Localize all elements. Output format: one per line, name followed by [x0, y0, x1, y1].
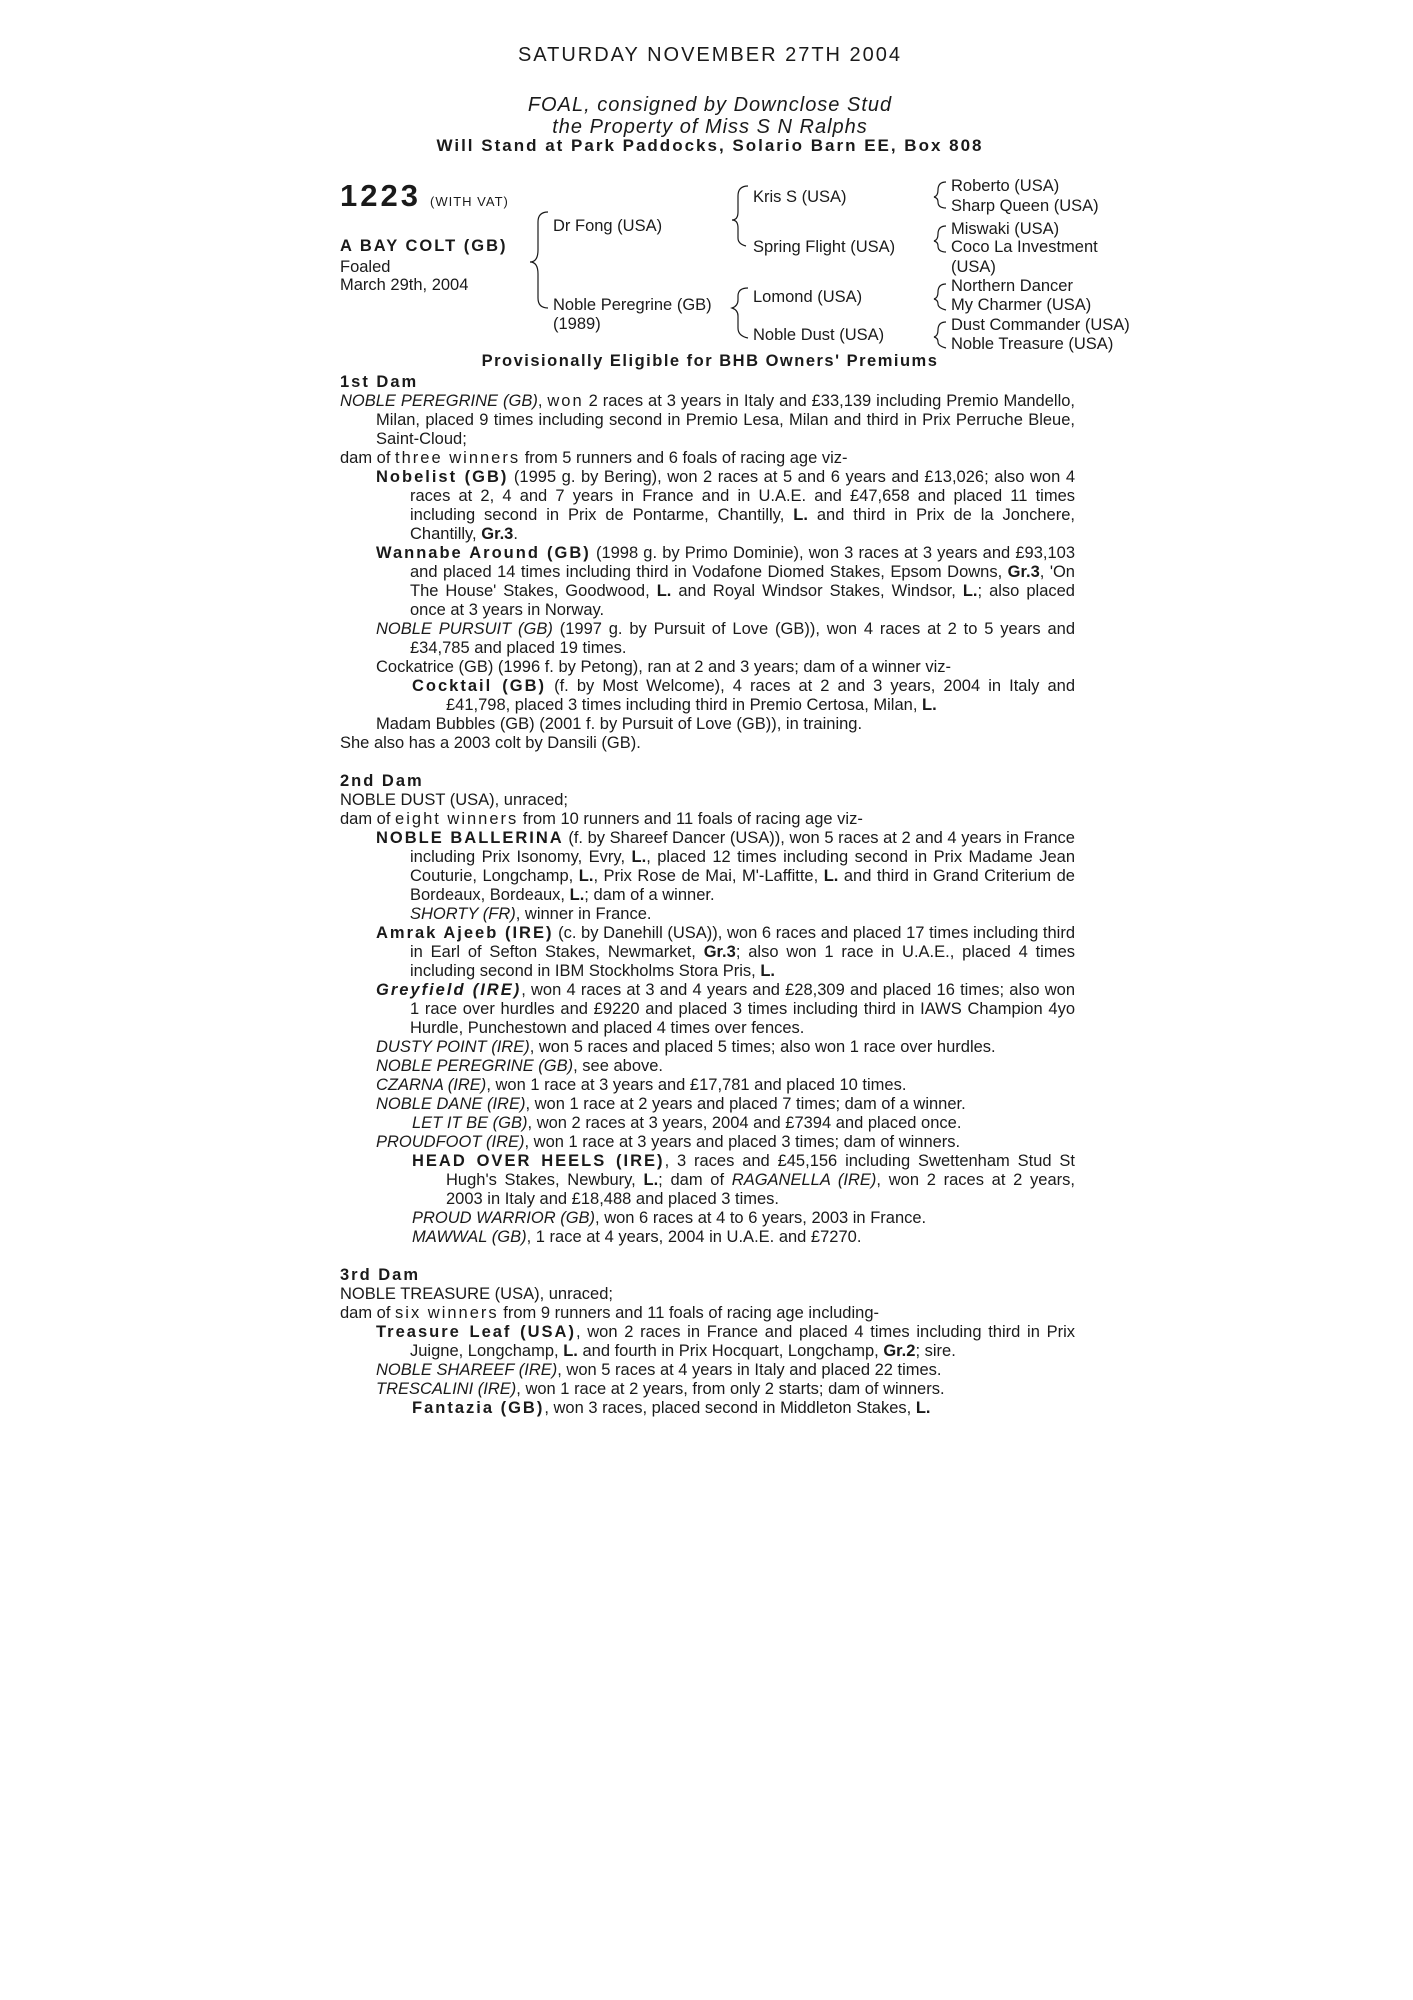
sire-dam-sire: Miswaki (USA): [951, 220, 1060, 238]
property-line: the Property of Miss S N Ralphs: [552, 116, 868, 138]
first-dam-produce-summary: dam of three winners from 5 runners and 6 foals of racing age viz-: [340, 449, 848, 467]
sire-sire-sire: Roberto (USA): [951, 177, 1060, 195]
produce-shorty: SHORTY (FR), winner in France.: [410, 905, 652, 923]
produce-head-over-heels: HEAD OVER HEELS (IRE), 3 races and £45,156 including Swettenham Stud St Hugh's Stakes, Newbury, L.; dam of RAGANELLA (IRE), won 2 races at 2 years, 2003 in Italy and £18,488 and placed 3 times.: [412, 1152, 1075, 1208]
produce-dusty-point: DUSTY POINT (IRE), won 5 races and placed 5 times; also won 1 race over hurdles.: [376, 1038, 996, 1056]
sire-sire: Kris S (USA): [753, 188, 847, 206]
dam-dam-sire: Dust Commander (USA): [951, 316, 1130, 334]
produce-cockatrice: Cockatrice (GB) (1996 f. by Petong), ran at 2 and 3 years; dam of a winner viz-: [376, 658, 952, 676]
pedigree-braces: [0, 0, 1413, 400]
sire-dam: Spring Flight (USA): [753, 238, 896, 256]
sire-dam-dam: Coco La Investment: [951, 238, 1098, 256]
produce-noble-dane: NOBLE DANE (IRE), won 1 race at 2 years and placed 7 times; dam of a winner.: [376, 1095, 966, 1113]
second-dam-produce-summary: dam of eight winners from 10 runners and 11 foals of racing age viz-: [340, 810, 863, 828]
produce-wannabe-around: Wannabe Around (GB) (1998 g. by Primo Dominie), won 3 races at 3 years and £93,103 and placed 14 times including third in Vodafone Diomed Stakes, Epsom Downs, Gr.3, 'On The House' Stakes, Goodwood, L. and Royal Windsor Stakes, Windsor, L.; also placed once at 3 years in Norway.: [376, 544, 1075, 619]
dam-sire-sire: Northern Dancer: [951, 277, 1073, 295]
produce-noble-ballerina: NOBLE BALLERINA (f. by Shareef Dancer (USA)), won 5 races at 2 and 4 years in France including Prix Isonomy, Evry, L., placed 12 times including second in Prix Madame Jean Couturie, Longchamp, L., Prix Rose de Mai, M'-Laffitte, L. and third in Grand Criterium de Bordeaux, Bordeaux, L.; dam of a winner.: [376, 829, 1075, 904]
lot-vat: (WITH VAT): [430, 194, 509, 209]
produce-fantazia: Fantazia (GB), won 3 races, placed second in Middleton Stakes, L.: [412, 1399, 931, 1417]
first-dam-heading: 1st Dam: [340, 373, 419, 391]
dam-sire-dam: My Charmer (USA): [951, 296, 1092, 314]
produce-noble-pursuit: NOBLE PURSUIT (GB) (1997 g. by Pursuit of Love (GB)), won 4 races at 2 to 5 years and £34,785 and placed 19 times.: [376, 620, 1076, 657]
produce-amrak-ajeeb: Amrak Ajeeb (IRE) (c. by Danehill (USA)), won 6 races and placed 17 times including third in Earl of Sefton Stakes, Newmarket, Gr.3; also won 1 race in U.A.E., placed 4 times including second in IBM Stockholms Stora Pris, L.: [376, 924, 1076, 980]
produce-madam-bubbles: Madam Bubbles (GB) (2001 f. by Pursuit of Love (GB)), in training.: [376, 715, 863, 733]
produce-nobelist: Nobelist (GB) (1995 g. by Bering), won 2 races at 5 and 6 years and £13,026; also won 4 races at 2, 4 and 7 years in France and in U.A.E. and £47,658 and placed 11 times including second in Prix de Pontarme, Chantilly, L. and third in Prix de la Jonchere, Chantilly, Gr.3.: [376, 468, 1075, 543]
sire-sire-dam: Sharp Queen (USA): [951, 197, 1099, 215]
produce-let-it-be: LET IT BE (GB), won 2 races at 3 years, 2004 and £7394 and placed once.: [412, 1114, 962, 1132]
second-dam-heading: 2nd Dam: [340, 772, 424, 790]
consignor-line: FOAL, consigned by Downclose Stud: [527, 94, 893, 116]
stand-location: Will Stand at Park Paddocks, Solario Barn EE, Box 808: [436, 136, 984, 155]
dam-dam: Noble Dust (USA): [753, 326, 885, 344]
dam-year: (1989): [553, 315, 601, 333]
dam: Noble Peregrine (GB): [553, 296, 712, 314]
produce-trescalini: TRESCALINI (IRE), won 1 race at 2 years, from only 2 starts; dam of winners.: [376, 1380, 945, 1398]
lot-description: A BAY COLT (GB): [340, 237, 508, 255]
produce-czarna: CZARNA (IRE), won 1 race at 3 years and £17,781 and placed 10 times.: [376, 1076, 907, 1094]
sire: Dr Fong (USA): [553, 217, 663, 235]
eligibility-note: Provisionally Eligible for BHB Owners' Premiums: [481, 352, 939, 370]
foaled-date: March 29th, 2004: [340, 276, 469, 294]
second-dam-name: NOBLE DUST (USA), unraced;: [340, 791, 569, 809]
produce-mawwal: MAWWAL (GB), 1 race at 4 years, 2004 in U.A.E. and £7270.: [412, 1228, 862, 1246]
produce-proud-warrior: PROUD WARRIOR (GB), won 6 races at 4 to 6 years, 2003 in France.: [412, 1209, 927, 1227]
sale-date: SATURDAY NOVEMBER 27TH 2004: [517, 44, 903, 66]
dam-dam-dam: Noble Treasure (USA): [951, 335, 1114, 353]
produce-noble-peregrine: NOBLE PEREGRINE (GB), see above.: [376, 1057, 664, 1075]
foaled-label: Foaled: [340, 258, 391, 276]
first-dam-intro: NOBLE PEREGRINE (GB), won 2 races at 3 years in Italy and £33,139 including Premio Mandello, Milan, placed 9 times including second in Premio Lesa, Milan and third in Prix Perruche Bleue, Saint-Cloud;: [340, 392, 1075, 448]
third-dam-heading: 3rd Dam: [340, 1266, 421, 1284]
pedigree-body: [340, 373, 1075, 1418]
third-dam-name: NOBLE TREASURE (USA), unraced;: [340, 1285, 613, 1303]
produce-proudfoot: PROUDFOOT (IRE), won 1 race at 3 years and placed 3 times; dam of winners.: [376, 1133, 961, 1151]
lot-number: 1223: [340, 178, 421, 213]
third-dam-produce-summary: dam of six winners from 9 runners and 11 foals of racing age including-: [340, 1304, 879, 1322]
produce-cocktail: Cocktail (GB) (f. by Most Welcome), 4 races at 2 and 3 years, 2004 in Italy and £41,798, placed 3 times including third in Premio Certosa, Milan, L.: [412, 677, 1075, 714]
produce-noble-shareef: NOBLE SHAREEF (IRE), won 5 races at 4 years in Italy and placed 22 times.: [376, 1361, 942, 1379]
first-dam-also: She also has a 2003 colt by Dansili (GB).: [340, 734, 641, 752]
produce-greyfield: Greyfield (IRE), won 4 races at 3 and 4 years and £28,309 and placed 16 times; also won 1 race over hurdles and £9220 and placed 3 times including third in IAWS Champion 4yo Hurdle, Punchestown and placed 4 times over fences.: [376, 981, 1076, 1037]
sire-dam-dam-country: (USA): [951, 258, 996, 276]
produce-treasure-leaf: Treasure Leaf (USA), won 2 races in France and placed 4 times including third in Prix Juigne, Longchamp, L. and fourth in Prix Hocquart, Longchamp, Gr.2; sire.: [376, 1323, 1075, 1360]
dam-sire: Lomond (USA): [753, 288, 863, 306]
